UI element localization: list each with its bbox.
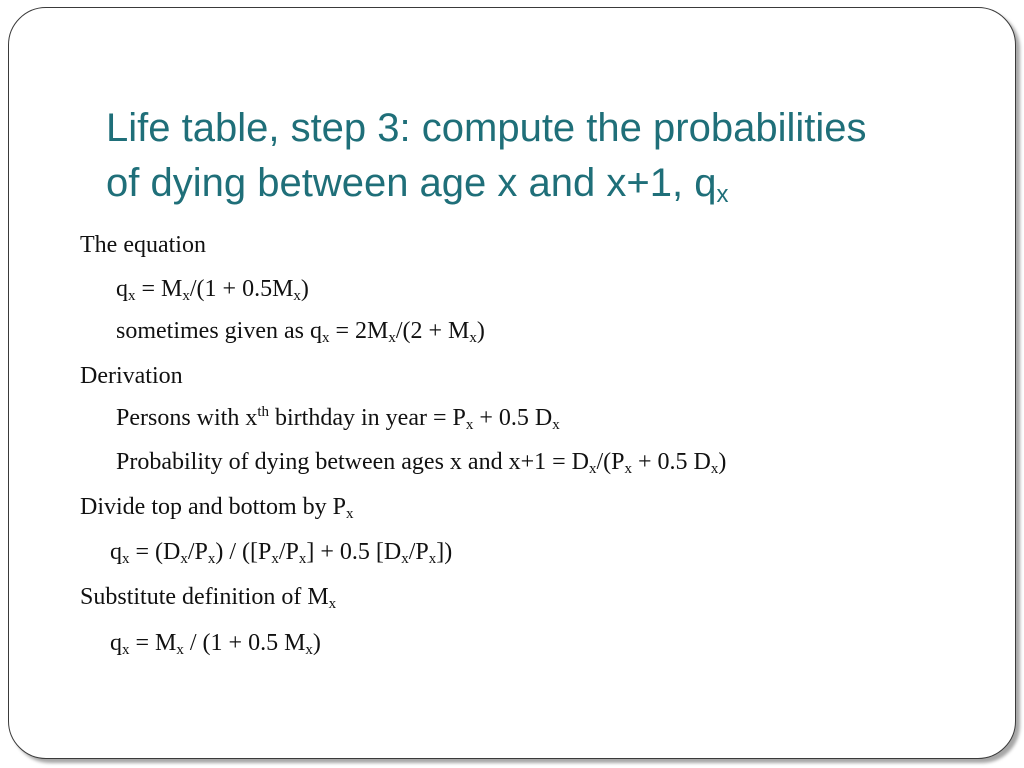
subscript: x (321, 330, 330, 346)
subscript: x (182, 288, 190, 304)
text-run: Probability of dying between ages x and x+1 = D (116, 449, 589, 475)
superscript: th (257, 404, 270, 420)
text-run: ) (476, 318, 485, 344)
subscript: x (180, 551, 188, 567)
text-run: /P (408, 539, 429, 565)
title-subscript: x (716, 181, 729, 208)
equation-heading: The equation (80, 232, 206, 258)
text-run: ) (312, 630, 321, 656)
derivation-line-2 (116, 447, 726, 477)
title-line-2-text: of dying between age x and x+1, q (106, 161, 717, 205)
text-run: = 2M (329, 318, 389, 344)
subscript: x (624, 461, 632, 477)
subscript: x (428, 551, 437, 567)
text-run: /(1 + 0.5M (189, 276, 294, 302)
derivation-line-1 (116, 403, 560, 433)
subscript: x (401, 551, 409, 567)
text-run: = (D (129, 539, 181, 565)
text-run: = M (135, 276, 183, 302)
subscript: x (552, 417, 560, 433)
text-run: q (116, 276, 128, 302)
text-run: Substitute definition of M (80, 584, 329, 610)
text-run: Divide top and bottom by P (80, 494, 346, 520)
equation-line-3 (110, 537, 452, 567)
subscript: x (176, 642, 184, 658)
title-line-1: Life table, step 3: compute the probabilities (106, 106, 867, 150)
subscript: x (298, 551, 307, 567)
text-run: + 0.5 D (473, 405, 553, 431)
subscript: x (293, 288, 301, 304)
subscript: x (388, 330, 396, 346)
text-run: ) (300, 276, 309, 302)
subscript: x (469, 330, 477, 346)
text-run: q (110, 630, 122, 656)
subscript: x (346, 506, 354, 522)
text-run: /(P (596, 449, 625, 475)
substitute-heading (80, 582, 336, 612)
equation-line-1 (116, 274, 309, 304)
derivation-heading: Derivation (80, 363, 183, 389)
text-run: /P (187, 539, 208, 565)
equation-line-4 (110, 628, 321, 658)
subscript: x (588, 461, 597, 477)
subscript: x (305, 642, 313, 658)
subscript: x (122, 551, 130, 567)
subscript: x (207, 551, 216, 567)
divide-heading (80, 492, 354, 522)
text-run: /P (278, 539, 299, 565)
text-run: = M (129, 630, 177, 656)
subscript: x (710, 461, 719, 477)
text-run: sometimes given as q (116, 318, 322, 344)
text-run: /(2 + M (395, 318, 470, 344)
text-run: ]) (436, 539, 453, 565)
text-run: q (110, 539, 122, 565)
subscript: x (328, 596, 337, 612)
text-run: ) (718, 449, 727, 475)
subscript: x (465, 417, 474, 433)
equation-line-2 (116, 316, 485, 346)
text-run: + 0.5 D (632, 449, 711, 475)
text-run: / (1 + 0.5 M (183, 630, 306, 656)
text-run: ) / ([P (215, 539, 272, 565)
subscript: x (122, 642, 130, 658)
text-run: ] + 0.5 [D (306, 539, 402, 565)
subscript: x (128, 288, 136, 304)
text-run: Persons with x (116, 405, 258, 431)
text-run: birthday in year = P (269, 405, 466, 431)
subscript: x (271, 551, 279, 567)
